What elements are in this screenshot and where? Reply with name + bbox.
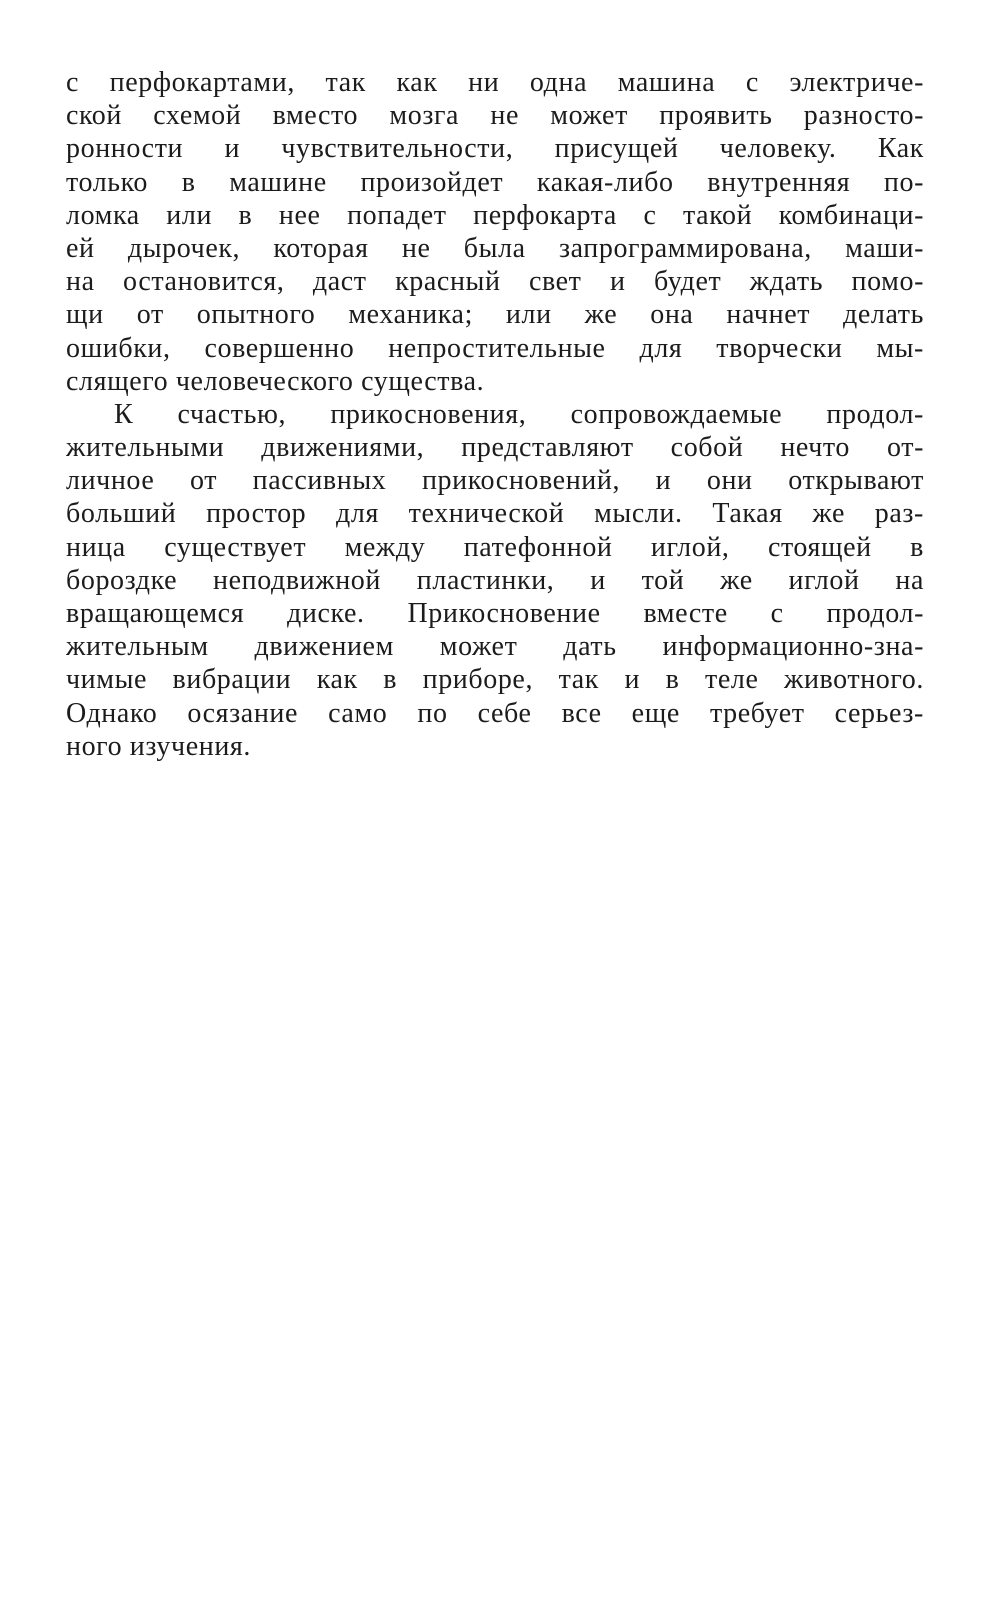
text-line: жительными движениями, представляют собой нечто от-: [66, 432, 924, 464]
text-line: бороздке неподвижной пластинки, и той же иглой на: [66, 564, 924, 596]
text-line: ошибки, совершенно непростительные для творчески мы-: [66, 332, 924, 364]
text-line: ного изучения.: [66, 730, 251, 762]
text-line: жительным движением может дать информационно-зна-: [66, 631, 924, 663]
text-line: чимые вибрации как в приборе, так и в теле животного.: [66, 664, 924, 696]
text-line: К счастью, прикосновения, сопровождаемые продол-: [114, 398, 924, 430]
body-text: [66, 66, 924, 763]
text-line: щи от опытного механика; или же она начнет делать: [66, 299, 924, 331]
text-line: ронности и чувствительности, присущей человеку. Как: [66, 133, 924, 165]
text-line: вращающемся диске. Прикосновение вместе с продол-: [66, 598, 924, 629]
paragraph-1: [66, 66, 924, 398]
text-line: ница существует между патефонной иглой, стоящей в: [66, 531, 924, 563]
text-line: с перфокартами, так как ни одна машина с электриче-: [66, 67, 924, 98]
text-line: только в машине произойдет какая-либо внутренняя по-: [66, 166, 924, 198]
text-line: Однако осязание само по себе все еще требует серьез-: [66, 697, 924, 729]
text-line: ломка или в нее попадет перфокарта с такой комбинаци-: [66, 199, 924, 231]
text-line: слящего человеческого существа.: [66, 365, 485, 397]
text-line: ей дырочек, которая не была запрограммирована, маши-: [66, 232, 924, 264]
text-line: на остановится, даст красный свет и будет ждать помо-: [66, 266, 924, 298]
text-line: больший простор для технической мысли. Такая же раз-: [66, 498, 924, 530]
paragraph-2: [66, 398, 924, 763]
text-line: ской схемой вместо мозга не может проявить разносто-: [66, 100, 924, 132]
text-line: личное от пассивных прикосновений, и они открывают: [66, 465, 924, 497]
